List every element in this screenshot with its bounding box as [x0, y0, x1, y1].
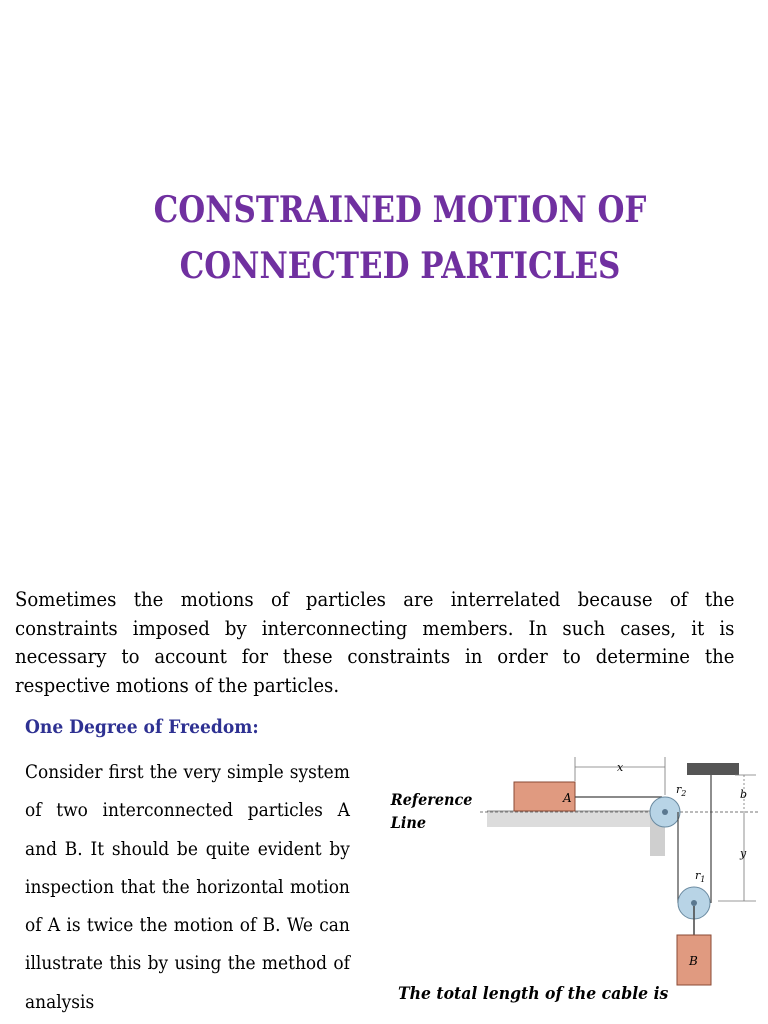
dim-b-label: b	[740, 788, 748, 801]
pulley-diagram	[380, 745, 768, 995]
dim-y-label: y	[740, 847, 747, 860]
section-body: Consider first the very simple system of two interconnected particles A and B. It should be quite evident by inspection that the horizontal motion of A is twice the motion of B. We can illustrate this by using the method of analysis	[25, 761, 350, 1013]
title-line-1: CONSTRAINED MOTION OF	[153, 189, 647, 231]
page-title	[56, 182, 744, 294]
intro-paragraph: Sometimes the motions of particles are interrelated because of the constraints imposed by interconnecting members. In such cases, it is necessary to account for these constraints in order to determine the respective motions of the particles.	[15, 587, 735, 697]
reference-line-label: Reference Line	[390, 790, 473, 833]
figure-caption: The total length of the cable is	[398, 984, 669, 1004]
block-a-label: A	[563, 791, 572, 805]
title-line-2: CONNECTED PARTICLES	[179, 245, 621, 287]
pulley-r1-axle	[691, 900, 697, 906]
dim-x-label: x	[617, 761, 624, 774]
pulley-r2-axle	[662, 809, 668, 815]
r1-label: $r_1$	[695, 869, 706, 884]
table-surface	[487, 811, 665, 827]
ceiling-support	[687, 763, 739, 775]
section-heading: One Degree of Freedom:	[25, 716, 259, 738]
r2-label: $r_2$	[676, 783, 687, 798]
block-b-label: B	[689, 954, 698, 968]
